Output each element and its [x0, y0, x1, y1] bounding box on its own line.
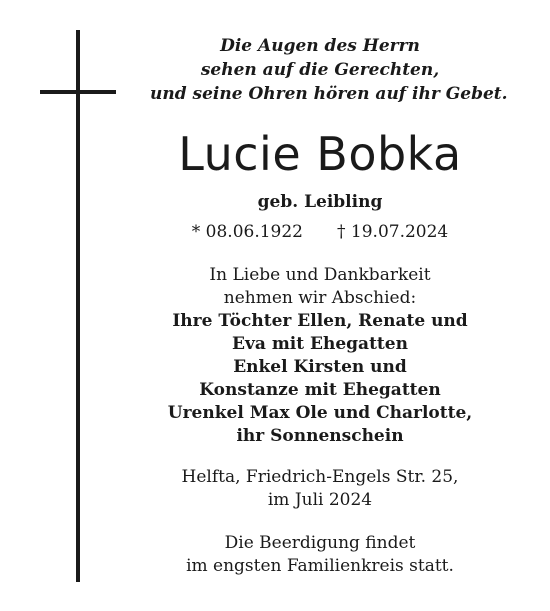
funeral-line: im engsten Familienkreis statt. — [186, 556, 454, 576]
cross-horizontal-bar — [40, 90, 116, 94]
deceased-name: Lucie Bobka — [178, 127, 462, 181]
mourners-intro-line: In Liebe und Dankbarkeit — [209, 265, 431, 285]
mourner-line: Enkel Kirsten und — [233, 357, 407, 377]
death-date: † 19.07.2024 — [337, 222, 449, 242]
mourner-line: ihr Sonnenschein — [236, 426, 404, 446]
mourners-intro-line: nehmen wir Abschied: — [223, 288, 417, 308]
cross-vertical-bar — [76, 30, 80, 582]
notice-content — [150, 34, 508, 578]
maiden-name: geb. Leibling — [257, 192, 383, 212]
verse-line: Die Augen des Herrn — [220, 36, 420, 56]
funeral-note — [150, 532, 490, 578]
mourners-block — [150, 264, 490, 448]
life-dates — [150, 220, 490, 244]
verse-line: sehen auf die Gerechten, — [200, 60, 440, 80]
verse-line: und seine Ohren hören auf ihr Gebet. — [150, 84, 508, 104]
mourner-line: Konstanze mit Ehegatten — [199, 380, 441, 400]
address-line: Helfta, Friedrich-Engels Str. 25, — [181, 467, 459, 487]
funeral-line: Die Beerdigung findet — [224, 533, 416, 553]
birth-date: * 08.06.1922 — [191, 222, 303, 242]
mourner-line: Ihre Töchter Ellen, Renate und — [172, 311, 468, 331]
mourner-line: Eva mit Ehegatten — [232, 334, 408, 354]
address-line: im Juli 2024 — [267, 490, 373, 510]
bible-verse — [150, 34, 508, 106]
address-block — [150, 466, 490, 512]
mourner-line: Urenkel Max Ole und Charlotte, — [167, 403, 473, 423]
